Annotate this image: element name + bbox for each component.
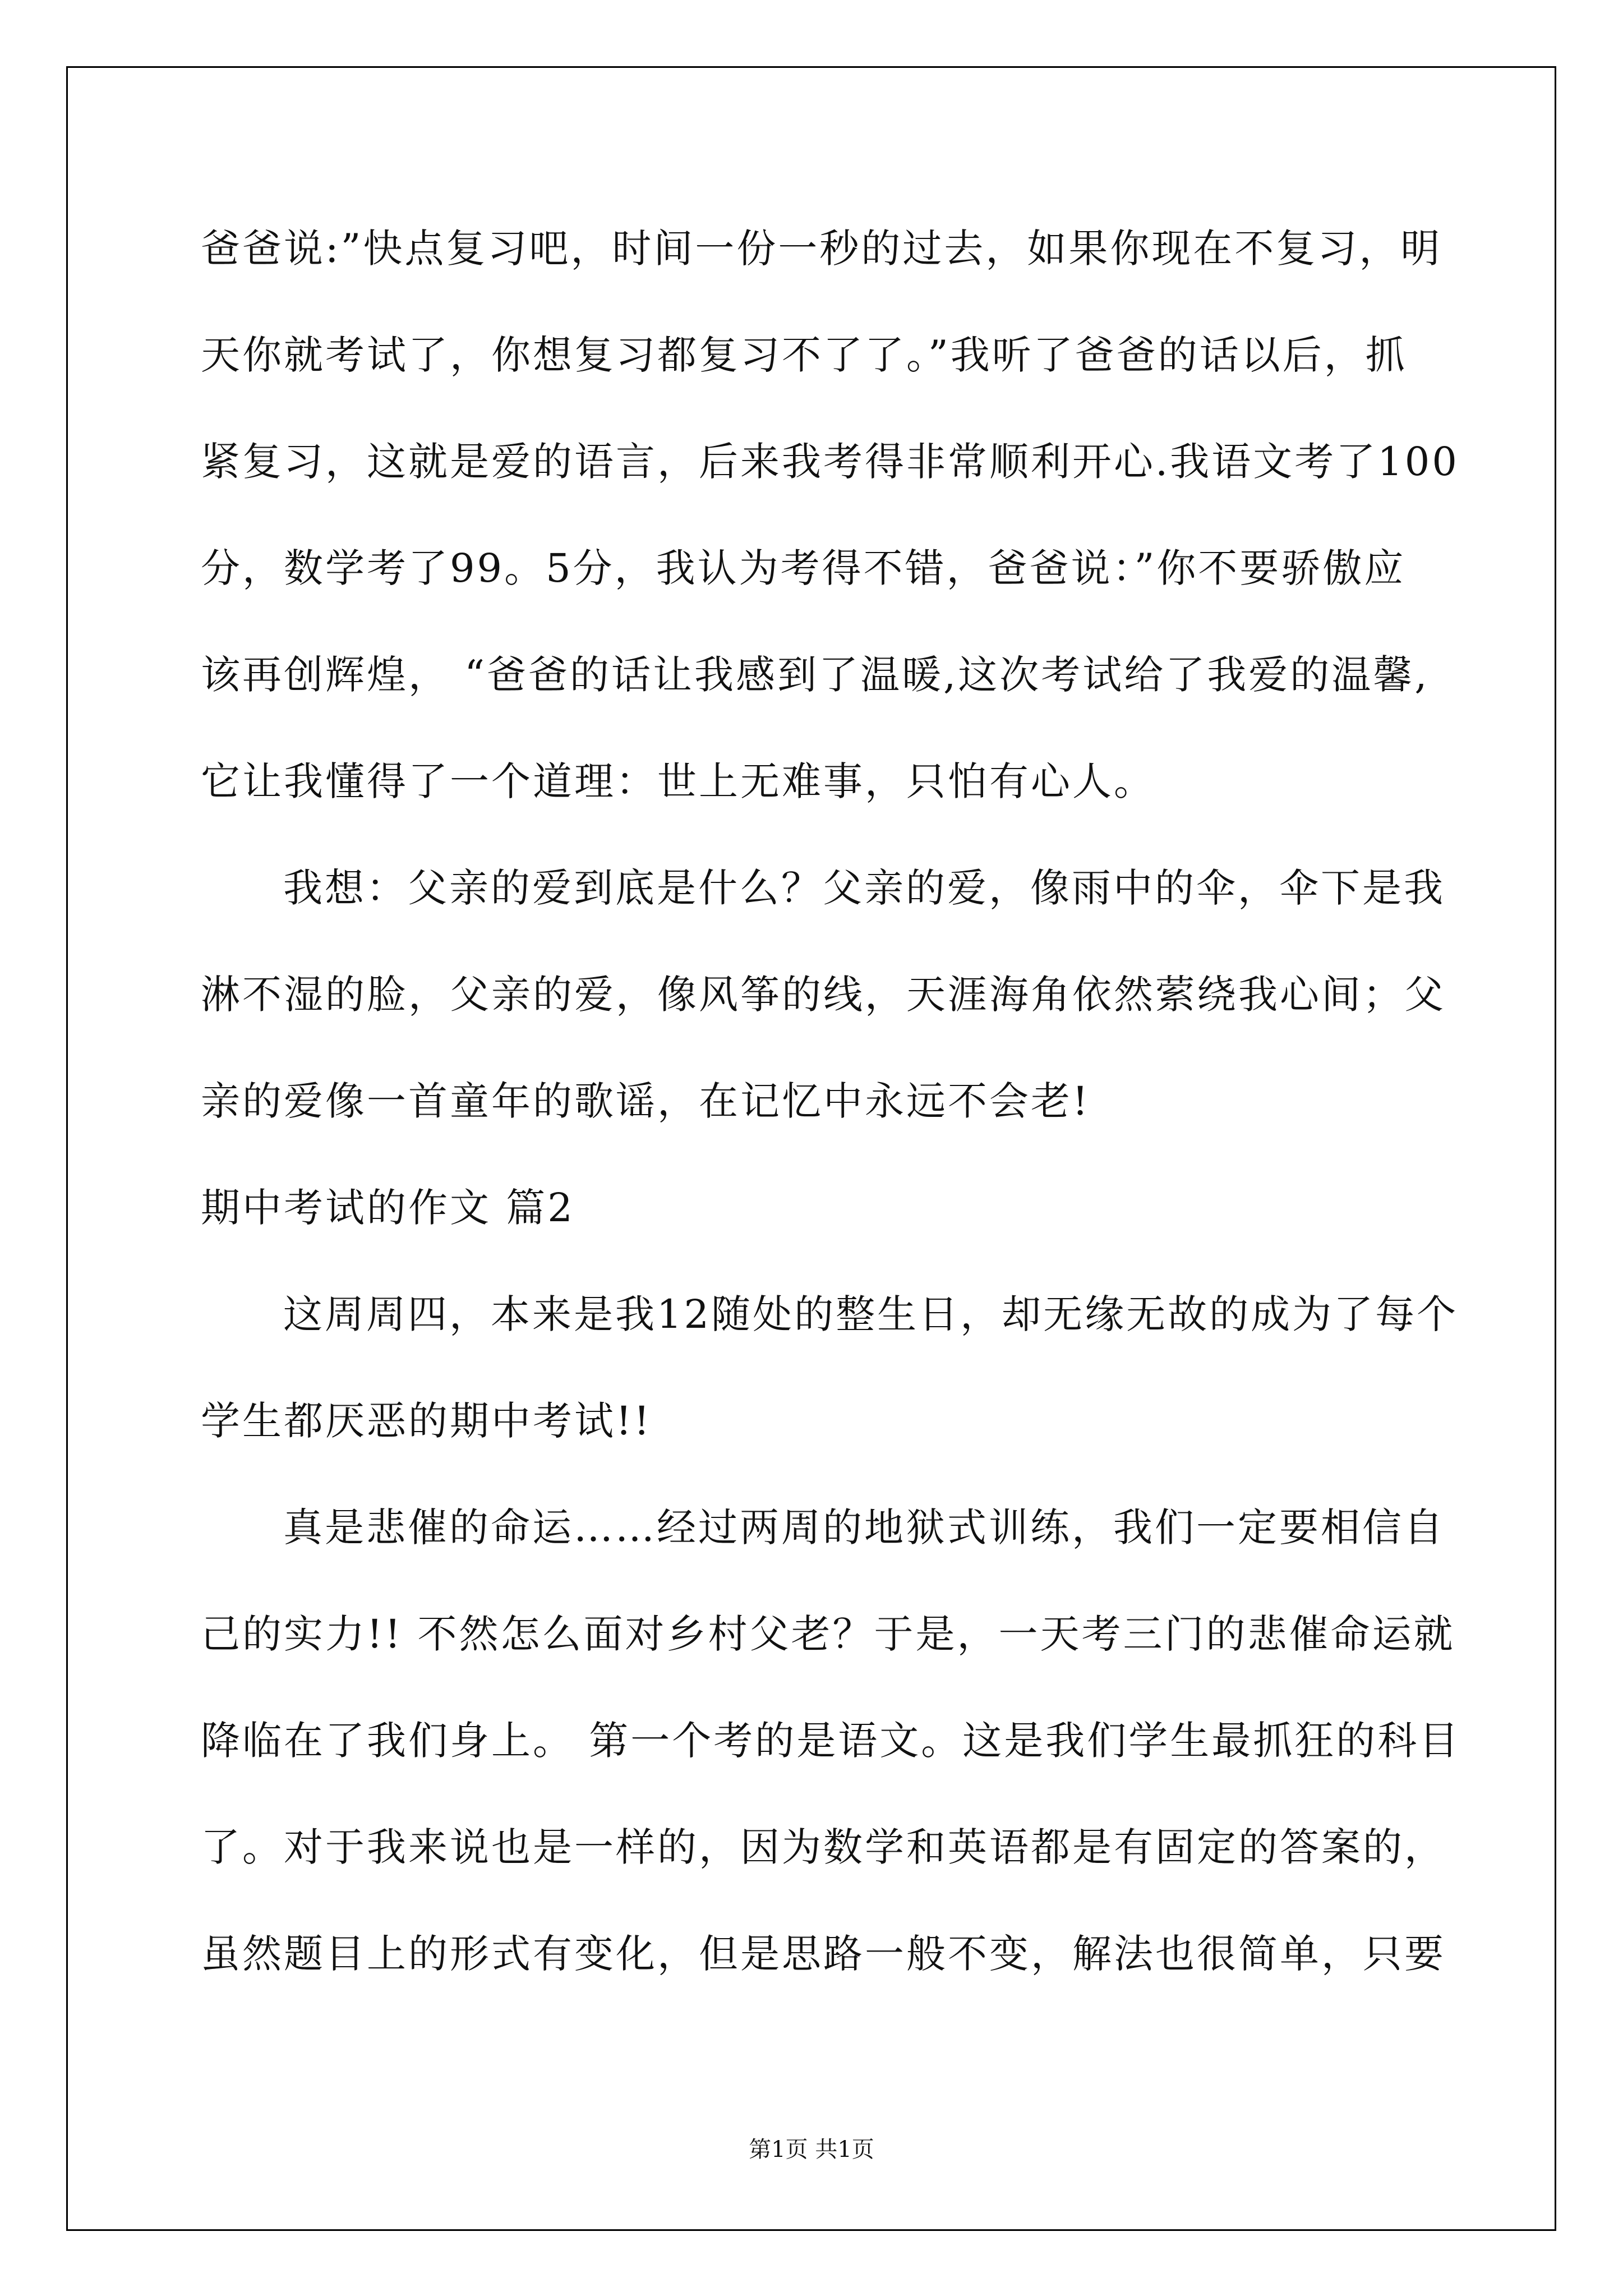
- text-line: 我想：父亲的爱到底是什么？父亲的爱，像雨中的伞，伞下是我: [283, 865, 1445, 911]
- text-line: 真是悲催的命运……经过两周的地狱式训练，我们一定要相信自: [283, 1504, 1445, 1550]
- text-line: 紧复习，这就是爱的语言，后来我考得非常顺利开心.我语文考了100: [201, 439, 1459, 485]
- page-footer: 第1页 共1页: [749, 2137, 874, 2162]
- text-line: 降临在了我们身上。 第一个考的是语文。这是我们学生最抓狂的科目: [201, 1718, 1461, 1764]
- text-line: 爸爸说:”快点复习吧，时间一份一秒的过去，如果你现在不复习，明: [201, 226, 1442, 272]
- text-line: 学生都厌恶的期中考试!!: [201, 1398, 652, 1444]
- text-line: 这周周四，本来是我12随处的整生日，却无缘无故的成为了每个: [283, 1291, 1459, 1337]
- text-line: 天你就考试了，你想复习都复习不了了。”我听了爸爸的话以后，抓: [201, 332, 1407, 378]
- text-line: 了。对于我来说也是一样的，因为数学和英语都是有固定的答案的，: [201, 1824, 1446, 1870]
- text-line: 该再创辉煌， “爸爸的话让我感到了温暖,这次考试给了我爱的温馨,: [201, 652, 1430, 698]
- text-line: 亲的爱像一首童年的歌谣，在记忆中永远不会老!: [201, 1078, 1091, 1124]
- section-heading: 期中考试的作文 篇2: [201, 1185, 575, 1231]
- text-line: 它让我懂得了一个道理：世上无难事，只怕有心人。: [201, 758, 1155, 804]
- text-line: 虽然题目上的形式有变化，但是思路一般不变，解法也很简单，只要: [201, 1931, 1446, 1977]
- page-border: [66, 66, 1556, 2231]
- text-line: 淋不湿的脸，父亲的爱，像风筝的线，天涯海角依然萦绕我心间；父: [201, 972, 1446, 1018]
- text-line: 分，数学考了99。5分，我认为考得不错，爸爸说：”你不要骄傲应: [201, 545, 1406, 591]
- text-line: 己的实力!! 不然怎么面对乡村父老？于是，一天考三门的悲催命运就: [201, 1611, 1455, 1657]
